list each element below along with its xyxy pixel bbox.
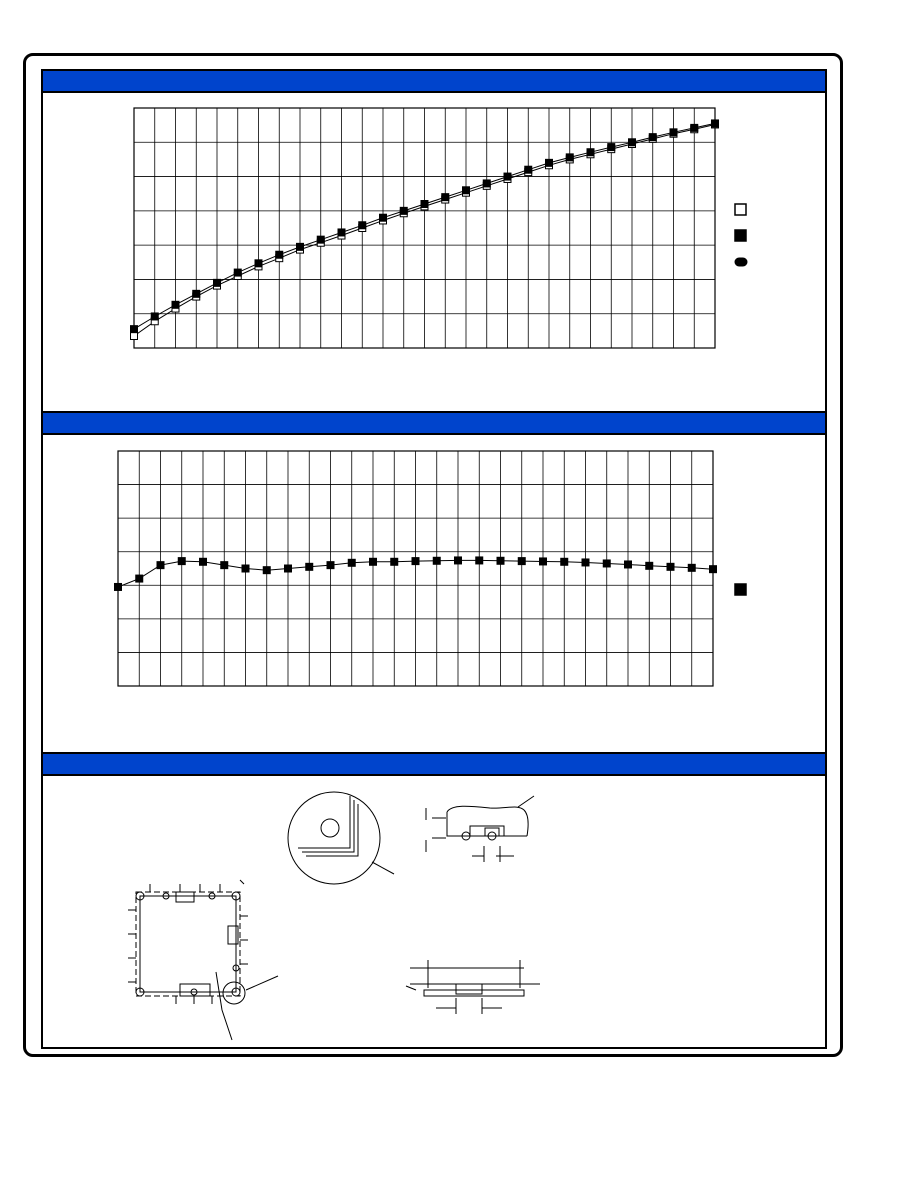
chart-1-series-2-point <box>587 149 594 156</box>
chart-2-series-1-point <box>136 575 143 582</box>
chart-1-legend-marker <box>735 204 746 215</box>
chart-1-series-2-point <box>234 269 241 276</box>
chart-1-series-2-point <box>546 159 553 166</box>
chart-2-series-1-point <box>518 558 525 565</box>
chart-1-series-2-point <box>338 229 345 236</box>
chart-2-series-1-point <box>646 562 653 569</box>
chart-2-series-1-point <box>221 562 228 569</box>
chart-2-series-1-point <box>412 558 419 565</box>
chart-2-series-1-point <box>497 557 504 564</box>
chart-1-series-2-point <box>670 129 677 136</box>
chart-1-series-2-point <box>504 173 511 180</box>
chart-1-series-2-point <box>608 144 615 151</box>
chart-2-series-1-point <box>433 557 440 564</box>
chart-2-series-1-point <box>200 558 207 565</box>
side-view <box>406 960 540 1014</box>
chart-1-legend-marker <box>735 230 746 241</box>
chart-2-series-1-point <box>603 560 610 567</box>
chart-2-series-1-point <box>582 559 589 566</box>
chart-2-series-1-point <box>178 558 185 565</box>
chart-1-series-2-point <box>400 207 407 214</box>
chart-1-series-2-point <box>255 260 262 267</box>
chart-1-series-2-point <box>629 139 636 146</box>
chart-2 <box>115 451 747 686</box>
chart-1-series-2-point <box>297 243 304 250</box>
chart-2-series-1-point <box>455 557 462 564</box>
chart-2-series-1-point <box>667 563 674 570</box>
chart-1 <box>131 108 748 348</box>
cross-section-view <box>426 796 534 862</box>
chart-2-legend-marker <box>735 584 746 595</box>
chart-1-series-2-point <box>649 134 656 141</box>
chart-2-series-1-point <box>242 565 249 572</box>
chart-2-series-1-point <box>157 562 164 569</box>
chart-2-series-1-point <box>625 561 632 568</box>
chart-1-series-2-point <box>691 124 698 131</box>
chart-1-legend-marker <box>735 258 747 266</box>
chart-1-series-2-point <box>214 279 221 286</box>
chart-1-series-2-point <box>380 214 387 221</box>
chart-1-series-2-point <box>276 251 283 258</box>
chart-2-series-1-point <box>263 567 270 574</box>
chart-1-series-2-point <box>712 120 719 127</box>
chart-2-series-1-point <box>306 563 313 570</box>
chart-2-series-1-point <box>285 565 292 572</box>
chart-1-series-2-point <box>193 290 200 297</box>
chart-2-series-1-point <box>561 558 568 565</box>
chart-1-series-2-point <box>172 301 179 308</box>
chart-1-series-2-point <box>359 222 366 229</box>
chart-1-series-2-point <box>566 154 573 161</box>
chart-2-series-1-point <box>540 558 547 565</box>
chart-1-series-2-point <box>131 326 138 333</box>
chart-1-series-1-point <box>131 333 138 340</box>
chart-2-series-1-point <box>370 558 377 565</box>
chart-2-series-1-point <box>115 583 122 590</box>
chart-1-series-2-point <box>525 166 532 173</box>
chart-1-series-2-point <box>463 187 470 194</box>
chart-2-series-1-point <box>710 566 717 573</box>
chart-1-series-2-point <box>442 194 449 201</box>
chart-2-series-1-point <box>688 564 695 571</box>
chart-1-series-2-point <box>317 236 324 243</box>
chart-1-series-2-point <box>421 201 428 208</box>
detail-circle-view <box>288 792 394 884</box>
chart-2-series-1-point <box>327 562 334 569</box>
plan-view <box>128 880 278 1040</box>
chart-2-series-1-point <box>348 559 355 566</box>
chart-2-series-1-point <box>476 557 483 564</box>
chart-2-series-1-point <box>391 558 398 565</box>
technical-drawing <box>128 792 540 1040</box>
chart-1-series-2-point <box>151 313 158 320</box>
chart-1-series-2-point <box>483 180 490 187</box>
